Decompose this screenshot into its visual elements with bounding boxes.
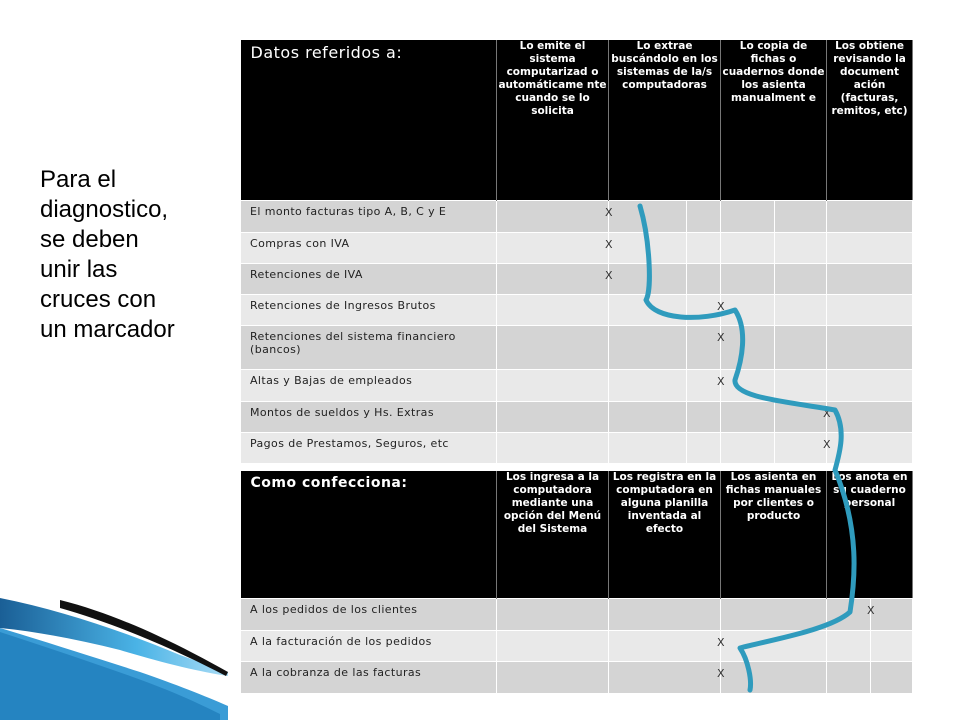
row-label: El monto facturas tipo A, B, C y E [241,200,497,232]
cross-mark: X [717,299,725,313]
row-label: A los pedidos de los clientes [241,598,497,630]
header-como-confecciona: Como confecciona: [241,471,497,598]
row-label: Retenciones del sistema financiero (bancos) [241,325,497,369]
cross-mark: X [717,635,725,649]
cross-mark: X [605,237,613,251]
row-label: Pagos de Prestamos, Seguros, etc [241,432,497,463]
header-col-asienta-fichas: Los asienta en fichas manuales por clientes o producto [721,471,827,598]
header-col-registra-planilla: Los registra en la computadora en alguna planilla inventada al efecto [609,471,721,598]
row-label: Retenciones de Ingresos Brutos [241,294,497,325]
instruction-line: Para el [40,166,117,193]
instruction-line: unir las [40,256,118,283]
header-datos-referidos: Datos referidos a: [241,40,497,200]
row-label: Montos de sueldos y Hs. Extras [241,401,497,432]
instruction-line: diagnostico, [40,196,169,223]
header-col-ingresa-menu: Los ingresa a la computadora mediante una opción del Menú del Sistema [497,471,609,598]
cross-mark: X [605,205,613,219]
cross-mark: X [605,268,613,282]
row-label: A la facturación de los pedidos [241,630,497,661]
instruction-line: se deben [40,226,139,253]
header-col-anota-cuaderno: Los anota en su cuaderno personal [827,471,913,598]
cross-mark: X [717,374,725,388]
row-label: A la cobranza de las facturas [241,661,497,693]
header-col-extrae-sistemas: Lo extrae buscándolo en los sistemas de la/s computadoras [609,40,721,200]
header-col-revisando-documentacion: Los obtiene revisando la document ación (facturas, remitos, etc) [827,40,913,200]
header-col-emite-sistema: Lo emite el sistema computarizad o automáticame nte cuando se lo solicita [497,40,609,200]
cross-mark: X [823,406,831,420]
cross-mark: X [867,603,875,617]
row-label: Compras con IVA [241,232,497,263]
instruction-line: un marcador [40,316,175,343]
instruction-line: cruces con [40,286,157,313]
row-label: Altas y Bajas de empleados [241,369,497,401]
cross-mark: X [717,666,725,680]
cross-mark: X [717,330,725,344]
header-col-copia-fichas: Lo copia de fichas o cuadernos donde los asienta manualment e [721,40,827,200]
row-label: Retenciones de IVA [241,263,497,294]
cross-mark: X [823,437,831,451]
